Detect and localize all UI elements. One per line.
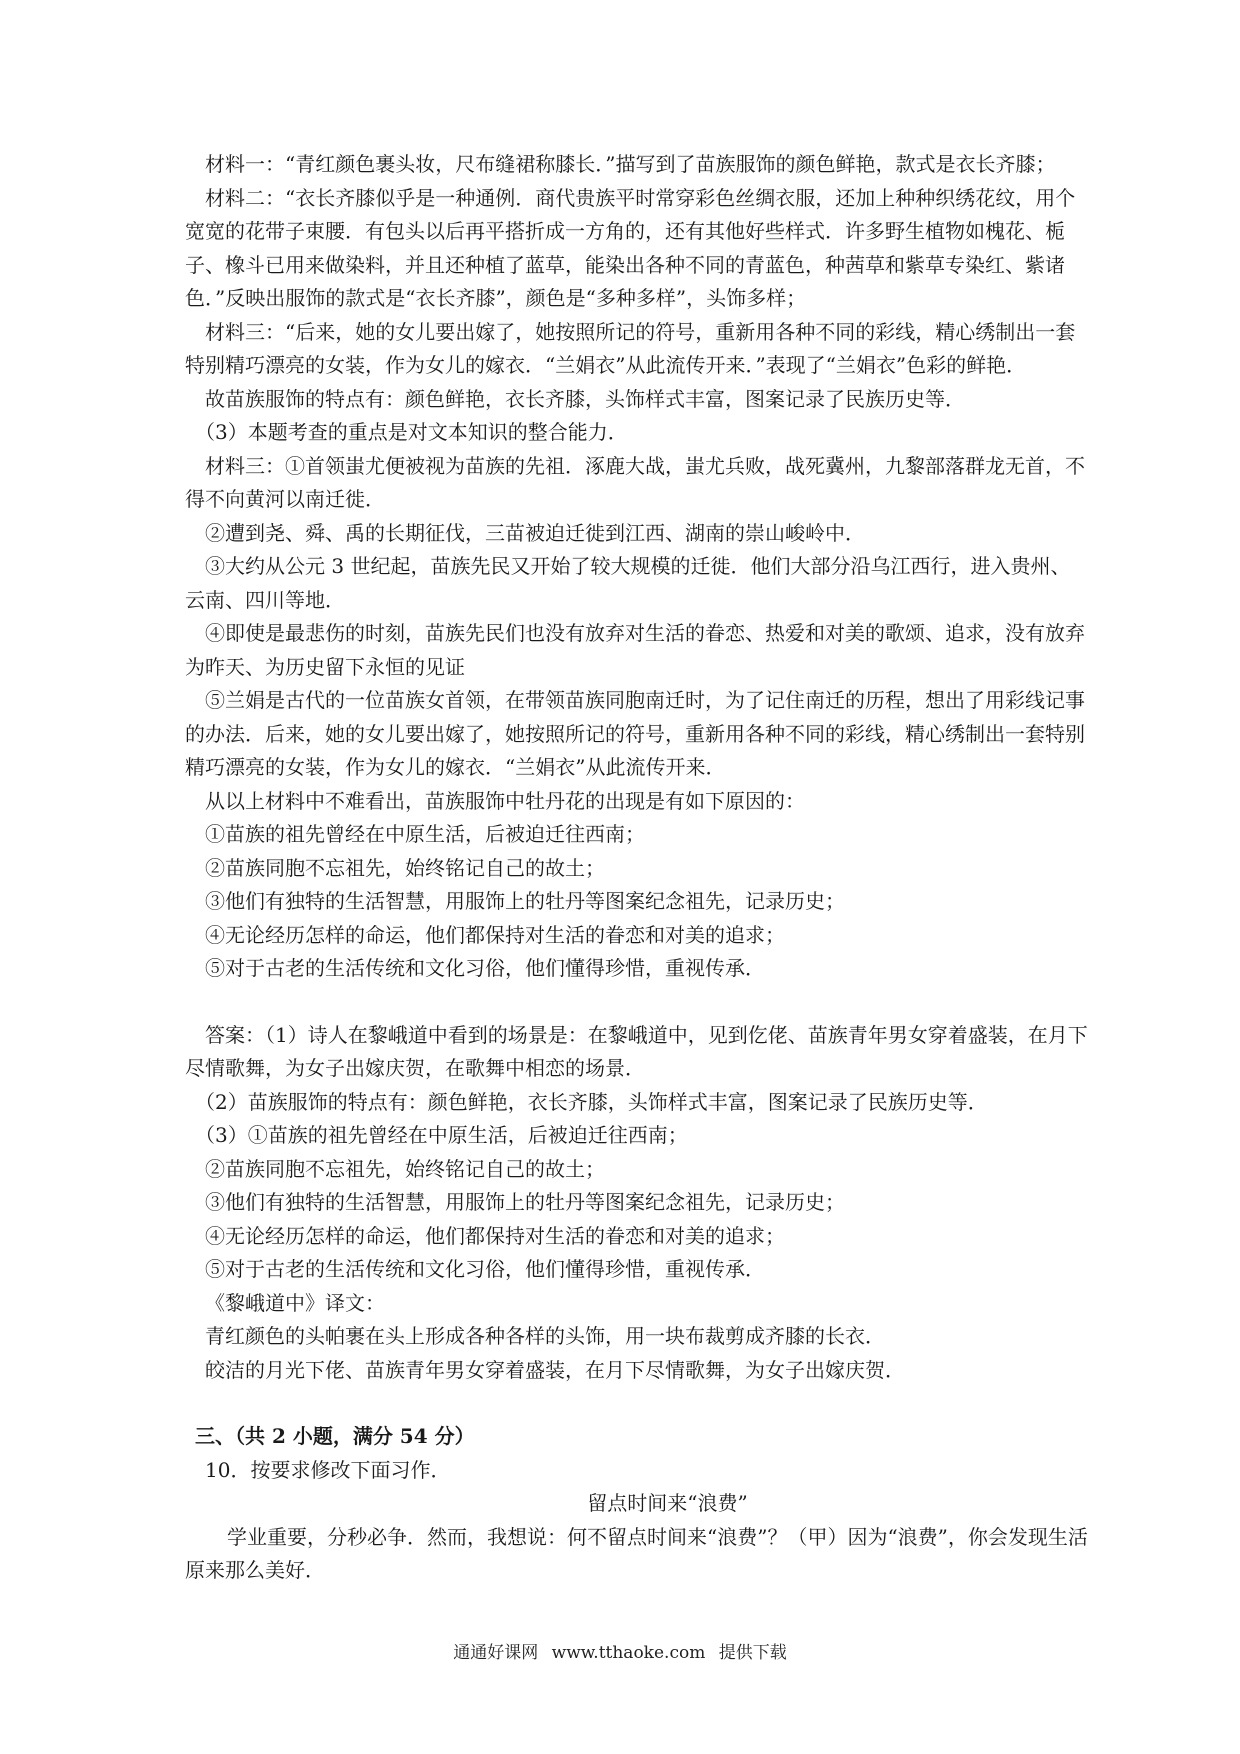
reason-intro: 从以上材料中不难看出，苗族服饰中牡丹花的出现是有如下原因的： — [205, 788, 805, 813]
material-three-b-2: ②遭到尧、舜、禹的长期征伐，三苗被迫迁徙到江西、湖南的崇山峻岭中． — [205, 520, 865, 545]
material-three: 材料三：“后来，她的女儿要出嫁了，她按照所记的符号，重新用各种不同的彩线，精心绣制出一套特别精巧漂亮的女装，作为女儿的嫁衣．“兰娟衣”从此流传开来．”表现了“兰娟衣”色彩的鲜艳． — [185, 319, 1076, 377]
material-three-b-4: ④即使是最悲伤的时刻，苗族先民们也没有放弃对生活的眷恋、热爱和对美的歌颂、追求，没有放弃为昨天、为历史留下永恒的见证 — [185, 621, 1085, 679]
answer-3-item: （3）①苗族的祖先曾经在中原生活，后被迫迁往西南； — [195, 1123, 688, 1147]
answer-3-item: ⑤对于古老的生活传统和文化习俗，他们懂得珍惜，重视传承． — [205, 1257, 765, 1281]
reason-item: ⑤对于古老的生活传统和文化习俗，他们懂得珍惜，重视传承． — [205, 956, 765, 980]
answer-3-item: ③他们有独特的生活智慧，用服饰上的牡丹等图案纪念祖先，记录历史； — [205, 1190, 845, 1214]
reason-item: ②苗族同胞不忘祖先，始终铭记自己的故土； — [205, 855, 605, 880]
footer-site-name: 通通好课网 — [453, 1643, 539, 1663]
translation-line: 皎洁的月光下佬、苗族青年男女穿着盛装，在月下尽情歌舞，为女子出嫁庆贺． — [205, 1357, 905, 1382]
footer-url[interactable]: www.tthaoke.com — [551, 1643, 706, 1663]
question-10: 10．按要求修改下面习作． — [205, 1457, 451, 1482]
conclusion-q2: 故苗族服饰的特点有：颜色鲜艳，衣长齐膝，头饰样式丰富，图案记录了民族历史等． — [205, 386, 965, 411]
material-three-b-3: ③大约从公元 3 世纪起，苗族先民又开始了较大规模的迁徙．他们大部分沿乌江西行，进入贵州、云南、四川等地． — [185, 554, 1071, 612]
material-three-b: 材料三：①首领蚩尤便被视为苗族的先祖．涿鹿大战，蚩尤兵败，战死冀州，九黎部落群龙无首，不得不向黄河以南迁徙． — [185, 453, 1085, 511]
document-body — [185, 148, 1090, 1588]
reason-item: ①苗族的祖先曾经在中原生活，后被迫迁往西南； — [205, 822, 645, 846]
spacer — [185, 1387, 1090, 1420]
essay-paragraph: 学业重要，分秒必争．然而，我想说：何不留点时间来“浪费”？（甲）因为“浪费”，你会发现生活原来那么美好． — [185, 1524, 1088, 1582]
material-one: 材料一：“青红颜色裹头妆，尺布缝裙称膝长．”描写到了苗族服饰的颜色鲜艳，款式是衣长齐膝； — [205, 152, 1056, 176]
reason-item: ③他们有独特的生活智慧，用服饰上的牡丹等图案纪念祖先，记录历史； — [205, 889, 845, 913]
footer-suffix: 提供下载 — [718, 1643, 787, 1663]
essay-title: 留点时间来“浪费” — [587, 1491, 748, 1515]
answer-2: （2）苗族服饰的特点有：颜色鲜艳，衣长齐膝，头饰样式丰富，图案记录了民族历史等． — [195, 1089, 988, 1114]
spacer — [185, 986, 1090, 1019]
answer-1: 答案：（1）诗人在黎峨道中看到的场景是：在黎峨道中，见到仡佬、苗族青年男女穿着盛装，在月下尽情歌舞，为女子出嫁庆贺，在歌舞中相恋的场景． — [185, 1022, 1088, 1080]
answer-3-item: ②苗族同胞不忘祖先，始终铭记自己的故土； — [205, 1156, 605, 1181]
answer-3-item: ④无论经历怎样的命运，他们都保持对生活的眷恋和对美的追求； — [205, 1223, 785, 1248]
question-3-note: （3）本题考查的重点是对文本知识的整合能力． — [195, 420, 628, 444]
translation-title: 《黎峨道中》译文： — [205, 1290, 385, 1315]
section-3-heading: 三、（共 2 小题，满分 54 分） — [195, 1424, 475, 1448]
translation-line: 青红颜色的头帕裹在头上形成各种各样的头饰，用一块布裁剪成齐膝的长衣． — [205, 1324, 885, 1348]
reason-item: ④无论经历怎样的命运，他们都保持对生活的眷恋和对美的追求； — [205, 922, 785, 947]
material-two: 材料二：“衣长齐膝似乎是一种通例．商代贵族平时常穿彩色丝绸衣服，还加上种种织绣花纹，用个宽宽的花带子束腰．有包头以后再平搭折成一方角的，还有其他好些样式．许多野生植物如槐花、栀子、橡斗已用来做染料，并且还种植了蓝草，能染出各种不同的青蓝色，种茜草和紫草专染红、紫诸色．”反映出服饰的款式是“衣长齐膝”，颜色是“多种多样”，头饰多样； — [185, 185, 1076, 310]
material-three-b-5: ⑤兰娟是古代的一位苗族女首领，在带领苗族同胞南迁时，为了记住南迁的历程，想出了用彩线记事的办法．后来，她的女儿要出嫁了，她按照所记的符号，重新用各种不同的彩线，精心绣制出一套特别精巧漂亮的女装，作为女儿的嫁衣．“兰娟衣”从此流传开来． — [185, 688, 1085, 779]
page-footer — [0, 1638, 1240, 1663]
